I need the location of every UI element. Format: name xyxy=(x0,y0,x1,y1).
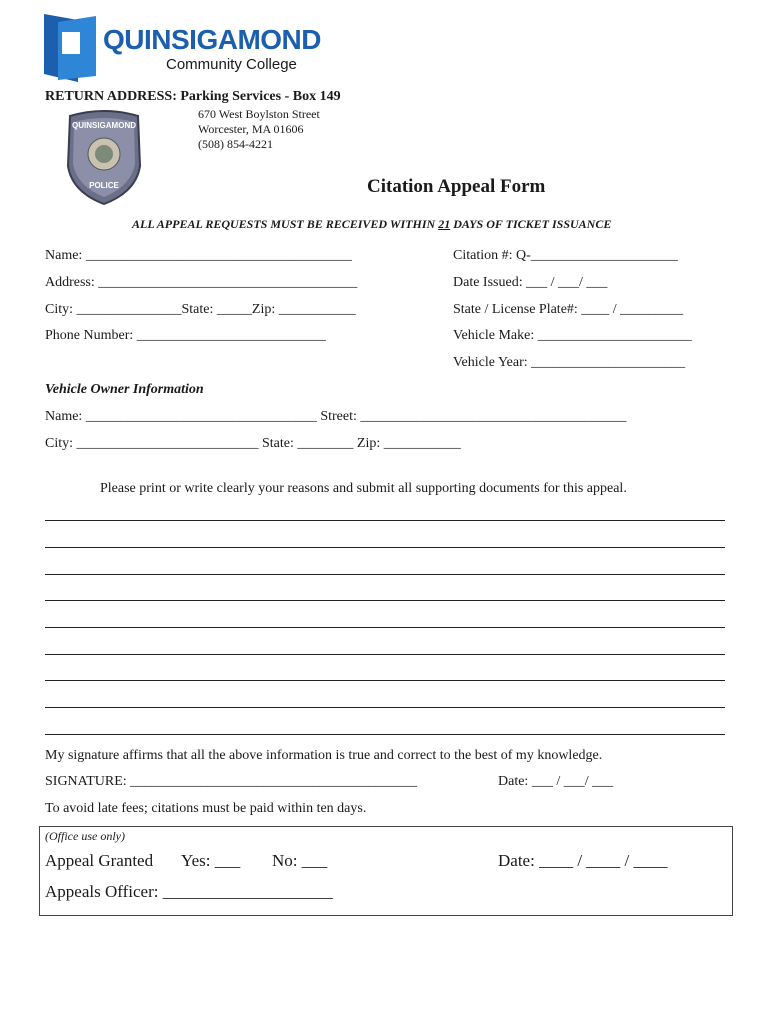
office-use-box xyxy=(39,826,733,916)
address-street: 670 West Boylston Street xyxy=(198,107,320,121)
appeals-officer-field[interactable]: Appeals Officer: ____________________ xyxy=(45,882,333,901)
writing-line[interactable] xyxy=(45,627,725,628)
signature-field[interactable]: SIGNATURE: _________________________________________ xyxy=(45,774,418,789)
writing-line[interactable] xyxy=(45,520,725,521)
svg-text:QUINSIGAMOND: QUINSIGAMOND xyxy=(72,121,136,130)
owner-city-state-zip-field[interactable]: City: __________________________ State: ________ Zip: ___________ xyxy=(45,436,461,451)
return-address: RETURN ADDRESS: Parking Services - Box 149 xyxy=(45,89,341,104)
phone-field[interactable]: Phone Number: ___________________________ xyxy=(45,328,326,343)
yes-field[interactable]: Yes: ___ xyxy=(181,851,241,870)
name-field[interactable]: Name: ______________________________________ xyxy=(45,248,352,263)
address-phone: (508) 854-4221 xyxy=(198,137,273,151)
late-fees-note: To avoid late fees; citations must be paid within ten days. xyxy=(45,801,367,816)
instructions: Please print or write clearly your reasons and submit all supporting documents for this appeal. xyxy=(100,481,627,496)
state-plate-field[interactable]: State / License Plate#: ____ / _________ xyxy=(453,302,684,317)
writing-line[interactable] xyxy=(45,574,725,575)
appeal-granted-label: Appeal Granted xyxy=(45,851,154,870)
page-title: Citation Appeal Form xyxy=(367,176,546,197)
citation-field[interactable]: Citation #: Q-_____________________ xyxy=(453,248,678,263)
date-issued-field[interactable]: Date Issued: ___ / ___/ ___ xyxy=(453,275,608,290)
college-logo xyxy=(44,14,96,82)
owner-name-street-field[interactable]: Name: _________________________________ Street: ______________________________________ xyxy=(45,409,627,424)
college-logo-icon xyxy=(44,14,96,82)
writing-line[interactable] xyxy=(45,680,725,681)
writing-line[interactable] xyxy=(45,734,725,735)
city-state-zip-field[interactable]: City: _______________State: _____Zip: ___________ xyxy=(45,302,356,317)
writing-line[interactable] xyxy=(45,654,725,655)
svg-text:POLICE: POLICE xyxy=(89,181,119,190)
writing-line[interactable] xyxy=(45,600,725,601)
office-use-label: (Office use only) xyxy=(45,829,125,843)
writing-line[interactable] xyxy=(45,707,725,708)
college-subtitle: Community College xyxy=(166,56,297,73)
vehicle-make-field[interactable]: Vehicle Make: ______________________ xyxy=(453,328,692,343)
owner-heading: Vehicle Owner Information xyxy=(45,382,204,397)
signature-date-field[interactable]: Date: ___ / ___/ ___ xyxy=(498,774,614,789)
writing-line[interactable] xyxy=(45,547,725,548)
college-name: QUINSIGAMOND xyxy=(103,24,321,55)
vehicle-year-field[interactable]: Vehicle Year: ______________________ xyxy=(453,355,686,370)
no-field[interactable]: No: ___ xyxy=(272,851,328,870)
police-badge xyxy=(64,110,144,206)
police-badge-icon xyxy=(64,110,144,206)
appeal-notice: ALL APPEAL REQUESTS MUST BE RECEIVED WITHIN 21 DAYS OF TICKET ISSUANCE xyxy=(132,217,612,231)
address-city: Worcester, MA 01606 xyxy=(198,122,304,136)
office-date-field[interactable]: Date: ____ / ____ / ____ xyxy=(498,851,668,870)
address-field[interactable]: Address: _____________________________________ xyxy=(45,275,358,290)
affirmation: My signature affirms that all the above information is true and correct to the best of my knowledge. xyxy=(45,748,603,763)
